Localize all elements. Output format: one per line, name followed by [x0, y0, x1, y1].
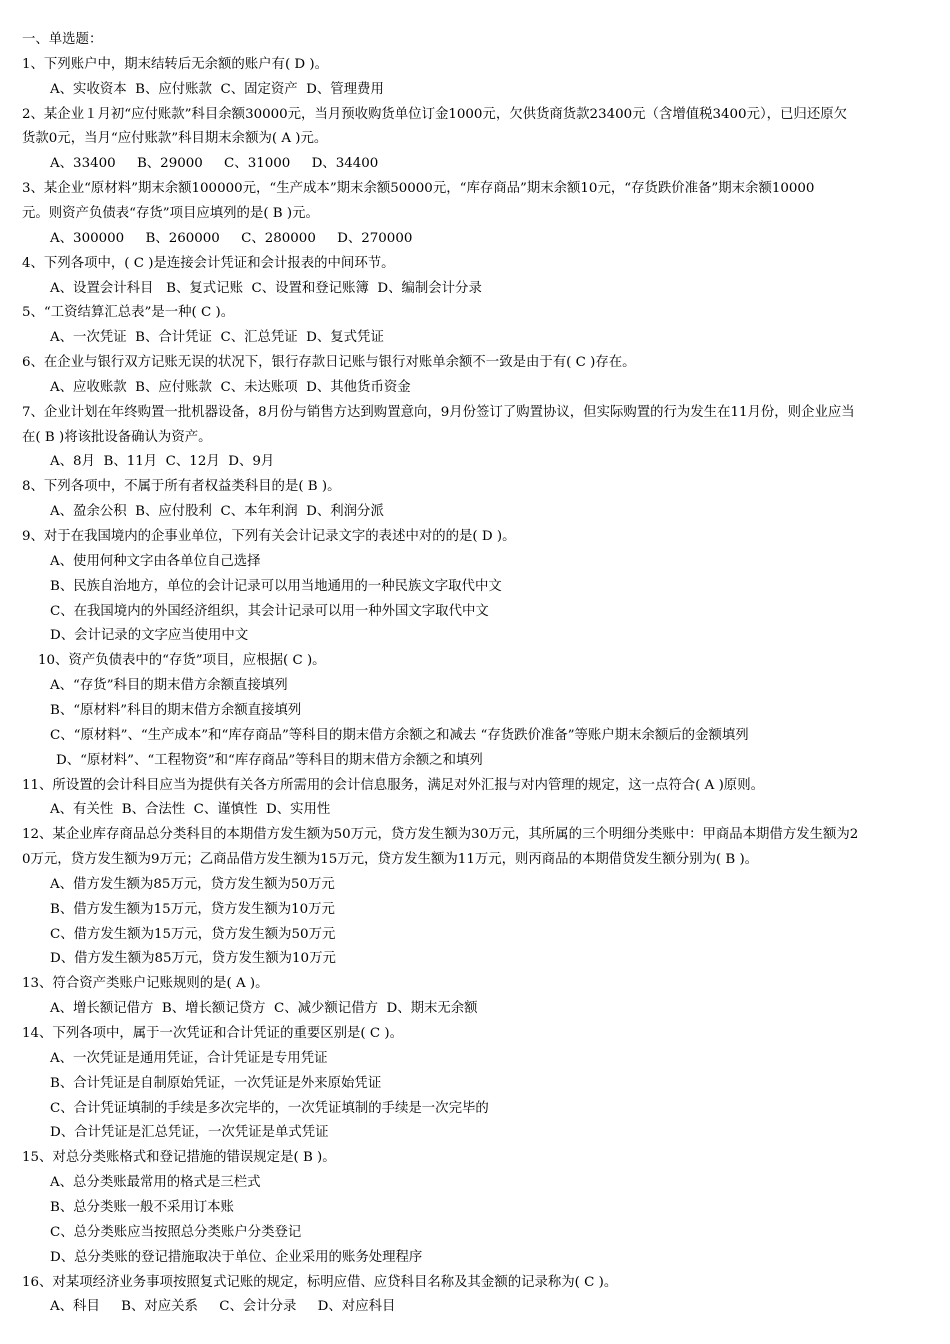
text-line: B、合计凭证是自制原始凭证，一次凭证是外来原始凭证: [50, 1076, 382, 1091]
text-line: A、盈余公积 B、应付股利 C、本年利润 D、利润分派: [50, 504, 384, 519]
text-line: D、“原材料”、“工程物资”和“库存商品”等科目的期末借方余额之和填列: [56, 753, 483, 768]
text-line: A、实收资本 B、应付账款 C、固定资产 D、管理费用: [50, 82, 384, 97]
text-line: B、民族自治地方，单位的会计记录可以用当地通用的一种民族文字取代中文: [50, 579, 502, 594]
text-line: A、有关性 B、合法性 C、谨慎性 D、实用性: [50, 802, 331, 817]
text-line: D、合计凭证是汇总凭证，一次凭证是单式凭证: [50, 1125, 329, 1140]
text-line: 14、下列各项中，属于一次凭证和合计凭证的重要区别是( C )。: [22, 1026, 404, 1041]
text-line: A、一次凭证是通用凭证，合计凭证是专用凭证: [50, 1051, 328, 1066]
text-line: 16、对某项经济业务事项按照复式记账的规定，标明应借、应贷科目名称及其金额的记录称为( C )。: [22, 1275, 618, 1290]
text-line: A、“存货”科目的期末借方余额直接填列: [50, 678, 288, 693]
text-line: 一、单选题：: [22, 32, 103, 47]
text-line: B、借方发生额为15万元，贷方发生额为10万元: [50, 902, 335, 917]
text-line: 7、企业计划在年终购置一批机器设备，8月份与销售方达到购置意向，9月份签订了购置协议，但实际购置的行为发生在11月份，则企业应当: [22, 405, 855, 420]
text-line: C、在我国境内的外国经济组织，其会计记录可以用一种外国文字取代中文: [50, 604, 489, 619]
text-line: 15、对总分类账格式和登记措施的错误规定是( B )。: [22, 1150, 336, 1165]
text-line: A、总分类账最常用的格式是三栏式: [50, 1175, 261, 1190]
text-line: A、一次凭证 B、合计凭证 C、汇总凭证 D、复式凭证: [50, 330, 384, 345]
text-line: A、300000 B、260000 C、280000 D、270000: [50, 231, 413, 246]
text-line: B、总分类账一般不采用订本账: [50, 1200, 234, 1215]
text-line: 3、某企业“原材料”期末余额100000元，“生产成本”期末余额50000元，“库存商品”期末余额10元，“存货跌价准备”期末余额10000: [22, 181, 815, 196]
text-line: B、“原材料”科目的期末借方余额直接填列: [50, 703, 302, 718]
text-line: 5、“工资结算汇总表”是一种( C )。: [22, 305, 235, 320]
text-line: 4、下列各项中，( C )是连接会计凭证和会计报表的中间环节。: [22, 256, 395, 271]
text-line: 0万元，贷方发生额为9万元；乙商品借方发生额为15万元，贷方发生额为11万元，则丙商品的本期借贷发生额分别为( B )。: [22, 852, 759, 867]
text-line: D、借方发生额为85万元，贷方发生额为10万元: [50, 951, 336, 966]
text-line: A、科目 B、对应关系 C、会计分录 D、对应科目: [50, 1299, 396, 1314]
text-line: C、借方发生额为15万元，贷方发生额为50万元: [50, 927, 336, 942]
text-line: A、应收账款 B、应付账款 C、未达账项 D、其他货币资金: [50, 380, 411, 395]
text-line: 8、下列各项中，不属于所有者权益类科目的是( B )。: [22, 479, 341, 494]
text-line: 在( B )将该批设备确认为资产。: [22, 430, 212, 445]
text-line: A、33400 B、29000 C、31000 D、34400: [50, 156, 379, 171]
text-line: 13、符合资产类账户记账规则的是( A )。: [22, 976, 269, 991]
text-line: A、设置会计科目 B、复式记账 C、设置和登记账簿 D、编制会计分录: [50, 281, 482, 296]
text-line: 6、在企业与银行双方记账无误的状况下，银行存款日记账与银行对账单余额不一致是由于有( C )存在。: [22, 355, 636, 370]
text-line: C、合计凭证填制的手续是多次完毕的，一次凭证填制的手续是一次完毕的: [50, 1101, 489, 1116]
text-line: D、会计记录的文字应当使用中文: [50, 628, 249, 643]
text-line: A、使用何种文字由各单位自己选择: [50, 554, 261, 569]
text-line: A、8月 B、11月 C、12月 D、9月: [50, 454, 275, 469]
text-line: 9、对于在我国境内的企事业单位，下列有关会计记录文字的表述中对的的是( D )。: [22, 529, 516, 544]
text-line: 11、所设置的会计科目应当为提供有关各方所需用的会计信息服务，满足对外汇报与对内管理的规定，这一点符合( A )原则。: [22, 778, 764, 793]
text-line: A、借方发生额为85万元，贷方发生额为50万元: [50, 877, 335, 892]
text-line: 元。则资产负债表“存货”项目应填列的是( B )元。: [22, 206, 319, 221]
text-line: 12、某企业库存商品总分类科目的本期借方发生额为50万元，贷方发生额为30万元，其所属的三个明细分类账中：甲商品本期借方发生额为2: [22, 827, 859, 842]
text-line: 货款0元，当月“应付账款”科目期末余额为( A )元。: [22, 131, 328, 146]
text-line: 1、下列账户中，期末结转后无余额的账户有( D )。: [22, 57, 329, 72]
text-line: C、总分类账应当按照总分类账户分类登记: [50, 1225, 302, 1240]
text-line: C、“原材料”、“生产成本”和“库存商品”等科目的期末借方余额之和减去 “存货跌价准备”等账户期末余额后的金额填列: [50, 728, 749, 743]
text-line: 10、资产负债表中的“存货”项目，应根据( C )。: [38, 653, 326, 668]
text-line: A、增长额记借方 B、增长额记贷方 C、减少额记借方 D、期末无余额: [50, 1001, 478, 1016]
text-line: D、总分类账的登记措施取决于单位、企业采用的账务处理程序: [50, 1250, 423, 1265]
text-line: 2、某企业１月初“应付账款”科目余额30000元，当月预收购货单位订金1000元，欠供货商货款23400元（含增值税3400元），已归还原欠: [22, 107, 847, 122]
